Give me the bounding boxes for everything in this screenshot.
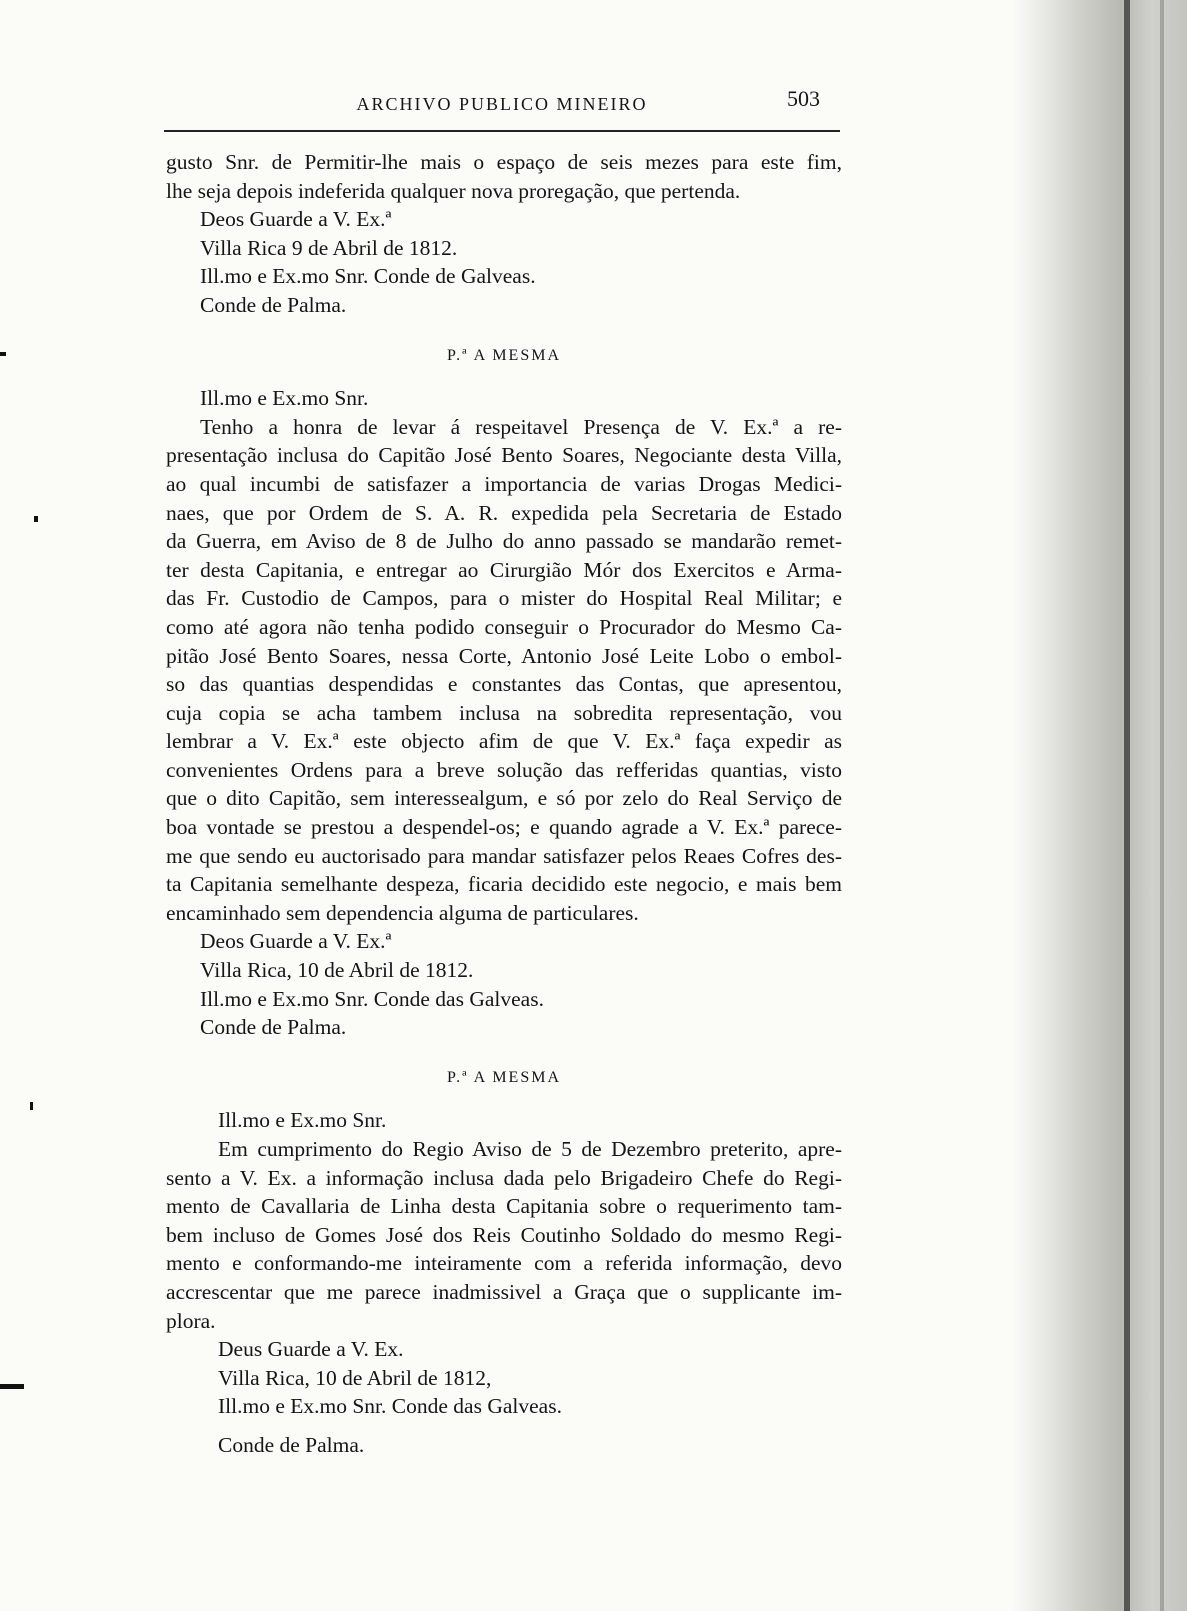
running-head: ARCHIVO PUBLICO MINEIRO (356, 94, 648, 114)
gutter-edge-line (1124, 0, 1130, 1611)
text-line: mento e conformando-me inteiramente com a referida informação, devo (166, 1251, 842, 1276)
text-line: que o dito Capitão, sem interessealgum, e só por zelo do Real Serviço de (166, 786, 842, 811)
text-line: mento de Cavallaria de Linha desta Capitania sobre o requerimento tam- (166, 1194, 842, 1219)
document-body (166, 148, 842, 1460)
page-header (164, 86, 840, 132)
text-line: ao qual incumbi de satisfazer a importancia de varias Drogas Medici- (166, 471, 842, 496)
text-line: presentação inclusa do Capitão José Bento Soares, Negociante desta Villa, (166, 443, 842, 468)
text-line: Tenho a honra de levar á respeitavel Presença de V. Ex.ª a re- (200, 414, 842, 439)
text-line: bem incluso de Gomes José dos Reis Coutinho Soldado do mesmo Regi- (166, 1222, 842, 1247)
margin-mark (0, 1384, 24, 1389)
text-line: gusto Snr. de Permitir-lhe mais o espaço de seis mezes para este fim, (166, 150, 842, 174)
text-line: accrescentar que me parece inadmissivel a Graça que o supplicante im- (166, 1279, 842, 1304)
margin-mark (34, 516, 38, 522)
signature-line: Conde de Palma. (218, 1432, 365, 1457)
text-line: ter desta Capitania, e entregar ao Cirurgião Mór dos Exercitos e Arma- (166, 557, 842, 582)
text-line: como até agora não tenha podido conseguir o Procurador do Mesmo Ca- (166, 614, 842, 639)
salutation: Ill.mo e Ex.mo Snr. (200, 386, 369, 411)
closing-line: Villa Rica, 10 de Abril de 1812. (200, 958, 474, 983)
closing-line: Deus Guarde a V. Ex. (218, 1337, 404, 1362)
text-line: das Fr. Custodio de Campos, para o mister do Hospital Real Militar; e (166, 586, 842, 611)
page-number: 503 (787, 86, 820, 111)
closing-line: Ill.mo e Ex.mo Snr. Conde de Galveas. (200, 264, 536, 289)
text-line: lhe seja depois indeferida qualquer nova proregação, que pertenda. (166, 178, 741, 203)
gutter-edge-line-secondary (1160, 0, 1164, 1611)
closing-line: Villa Rica, 10 de Abril de 1812, (218, 1365, 492, 1390)
section-heading: P.ª A MESMA (446, 346, 561, 364)
section-heading: P.ª A MESMA (446, 1068, 561, 1086)
signature-line: Conde de Palma. (200, 292, 347, 317)
text-line: Em cumprimento do Regio Aviso de 5 de Dezembro preterito, apre- (218, 1137, 842, 1161)
text-line: plora. (166, 1308, 216, 1333)
header-rule (164, 130, 840, 132)
text-line: sento a V. Ex. a informação inclusa dada pelo Brigadeiro Chefe do Regi- (166, 1165, 842, 1190)
text-line: cuja copia se acha tambem inclusa na sobredita representação, vou (166, 700, 842, 725)
text-line: naes, que por Ordem de S. A. R. expedida pela Secretaria de Estado (166, 500, 842, 525)
closing-line: Ill.mo e Ex.mo Snr. Conde das Galveas. (200, 986, 544, 1011)
text-line: pitão José Bento Soares, nessa Corte, Antonio José Leite Lobo o embol- (166, 643, 842, 668)
text-line: convenientes Ordens para a breve solução das refferidas quantias, visto (166, 757, 842, 782)
text-line: lembrar a V. Ex.ª este objecto afim de que V. Ex.ª faça expedir as (166, 729, 842, 754)
text-line: so das quantias despendidas e constantes das Contas, que apresentou, (166, 672, 842, 697)
margin-mark (0, 352, 6, 356)
text-line: da Guerra, em Aviso de 8 de Julho do anno passado se mandarão remet- (166, 529, 842, 554)
closing-line: Deos Guarde a V. Ex.ª (200, 929, 392, 954)
closing-line: Ill.mo e Ex.mo Snr. Conde das Galveas. (218, 1394, 562, 1419)
signature-line: Conde de Palma. (200, 1015, 347, 1040)
closing-line: Villa Rica 9 de Abril de 1812. (200, 235, 458, 260)
margin-mark (30, 1102, 33, 1110)
text-line: ta Capitania semelhante despeza, ficaria decidido este negocio, e mais bem (166, 872, 842, 897)
salutation: Ill.mo e Ex.mo Snr. (218, 1108, 387, 1133)
text-line: encaminhado sem dependencia alguma de particulares. (166, 900, 639, 925)
closing-line: Deos Guarde a V. Ex.ª (200, 207, 392, 232)
text-line: me que sendo eu auctorisado para mandar satisfazer pelos Reaes Cofres des- (166, 843, 842, 868)
text-line: boa vontade se prestou a despendel-os; e quando agrade a V. Ex.ª parece- (166, 815, 842, 840)
